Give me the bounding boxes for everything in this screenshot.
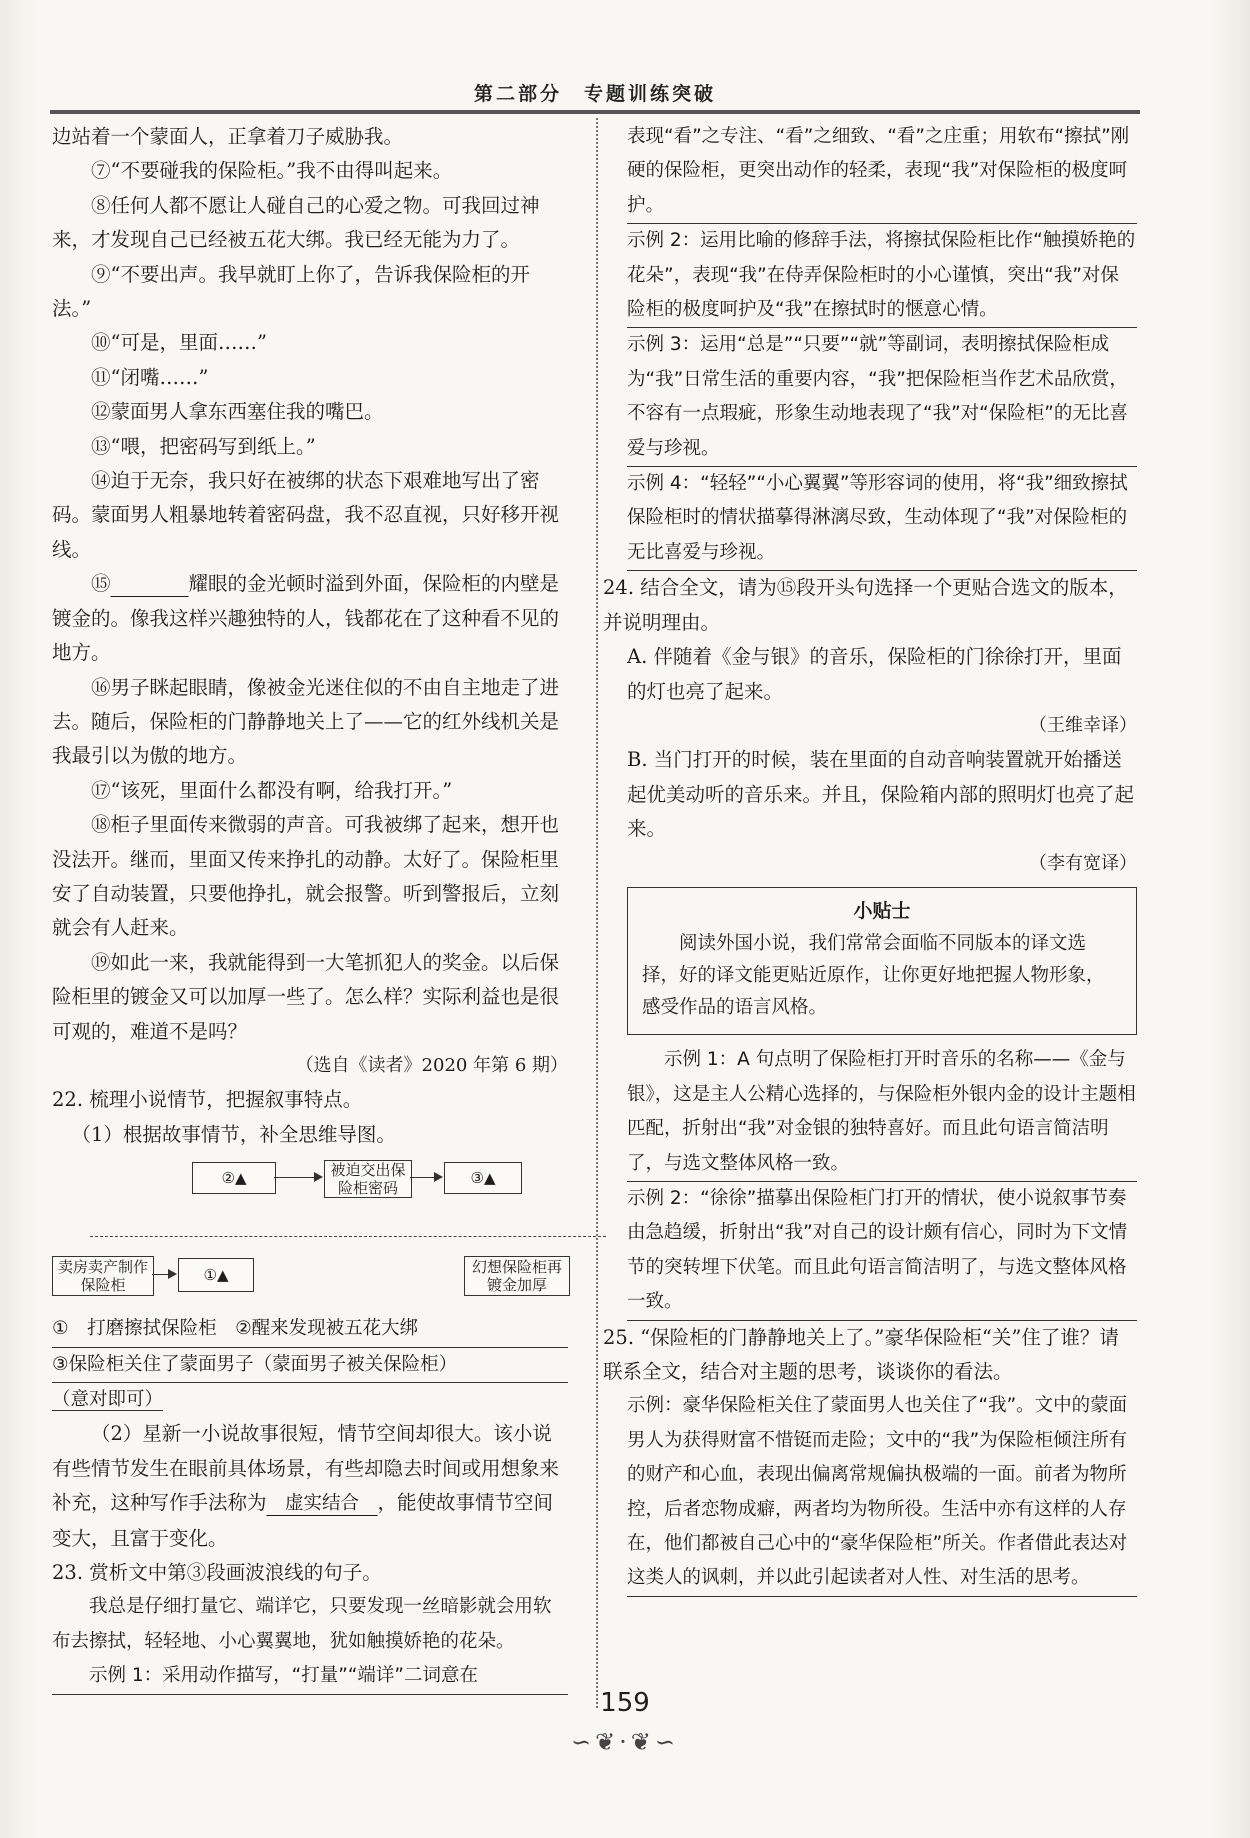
para-11: ⑪“闭嘴……”	[91, 365, 209, 389]
para-8: ⑧任何人都不愿让人碰自己的心爱之物。可我回过神来，才发现自己已经被五花大绑。我已经无能为力了。	[52, 193, 540, 252]
left-column	[52, 120, 568, 1695]
mindmap-node-start: 卖房卖产制作保险柜	[52, 1256, 154, 1296]
answer-24-example-1: 示例 1：A 句点明了保险柜打开时音乐的名称——《金与银》，这是主人公精心选择的，与保险柜外银内金的设计主题相匹配，折射出“我”对金银的独特喜好。而且此句语言简洁明了，与选文整体风格一致。	[627, 1043, 1137, 1182]
question-22: 22. 梳理小说情节，把握叙事特点。	[52, 1088, 363, 1112]
fill-blank[interactable]	[111, 572, 189, 595]
para-9: ⑨“不要出声。我早就盯上你了，告诉我保险柜的开法。”	[52, 262, 530, 321]
option-a-translator: （王维幸译）	[1029, 714, 1137, 736]
option-a: A. 伴随着《金与银》的音乐，保险柜的门徐徐打开，里面的灯也亮了起来。	[627, 645, 1122, 703]
answer-22-1-line2: ③保险柜关住了蒙面男子（蒙面男子被关保险柜）	[52, 1348, 568, 1383]
arrow-head	[434, 1172, 443, 1182]
para-19: ⑲如此一来，我就能得到一大笔抓犯人的奖金。以后保险柜里的镀金又可以加厚一些了。怎么样？实际利益也是很可观的，难道不是吗？	[52, 950, 560, 1043]
source-citation: （选自《读者》2020 年第 6 期）	[295, 1054, 568, 1076]
mindmap-node-2: ②▲	[192, 1162, 276, 1194]
question-22-2: （2）星新一小说故事很短，情节空间却很大。该小说有些情节发生在眼前具体场景，有些却隐去时间或用想象来补充，这种写作手法称为 虚实结合 ，能使故事情节空间变大，且富于变化。	[52, 1422, 560, 1550]
column-divider	[596, 118, 598, 1708]
question-24: 24. 结合全文，请为⑮段开头句选择一个更贴合选文的版本，并说明理由。	[603, 576, 1128, 634]
para-12: ⑫蒙面男人拿东西塞住我的嘴巴。	[91, 400, 384, 424]
arrow-head	[314, 1172, 323, 1182]
para-15: ⑮ 耀眼的金光顿时溢到外面，保险柜的内壁是镀金的。像我这样兴趣独特的人，钱都花在了这种看不见的地方。	[52, 572, 560, 665]
answer-23-example-2: 示例 2：运用比喻的修辞手法，将擦拭保险柜比作“触摸娇艳的花朵”，表现“我”在侍弄保险柜时的小心谨慎，突出“我”对保险柜的极度呵护及“我”在擦拭时的惬意心情。	[627, 224, 1137, 328]
question-23-quote: 我总是仔细打量它、端详它，只要发现一丝暗影就会用软布去擦拭，轻轻地、小心翼翼地，犹如触摸娇艳的花朵。	[52, 1596, 552, 1652]
tips-body: 阅读外国小说，我们常常会面临不同版本的译文选择，好的译文能更贴近原作，让你更好地把握人物形象，感受作品的语言风格。	[642, 933, 1105, 1019]
option-b-translator: （李有宽译）	[1029, 852, 1137, 874]
tips-title: 小贴士	[853, 899, 911, 922]
para-10: ⑩“可是，里面……”	[91, 331, 267, 355]
para-14: ⑭迫于无奈，我只好在被绑的状态下艰难地写出了密码。蒙面男人粗暴地转着密码盘，我不忍直视，只好移开视线。	[52, 469, 560, 561]
header-title: 第二部分 专题训练突破	[473, 82, 716, 105]
para-7: ⑦“不要碰我的保险柜。”我不由得叫起来。	[91, 159, 453, 183]
option-b: B. 当门打开的时候，装在里面的自动音响装置就开始播送起优美动听的音乐来。并且，保险箱内部的照明灯也亮了起来。	[627, 748, 1135, 841]
mind-map	[52, 1156, 568, 1306]
arrow-head	[168, 1269, 177, 1279]
answer-25: 示例：豪华保险柜关住了蒙面男人也关住了“我”。文中的蒙面男人为获得财富不惜铤而走险；文中的“我”为保险柜倾注所有的财产和心血，表现出偏离常规偏执极端的一面。前者为物所控，后者恋物成癖，两者均为物所役。生活中亦有这样的人存在，他们都被自己心中的“豪华保险柜”所关。作者借此表达对这类人的讽刺，并以此引起读者对人性、对生活的思考。	[627, 1389, 1137, 1596]
page-number: 159	[600, 1688, 650, 1718]
mindmap-node-1: ①▲	[178, 1258, 254, 1292]
para-18: ⑱柜子里面传来微弱的声音。可我被绑了起来，想开也没法开。继而，里面又传来挣扎的动静。太好了。保险柜里安了自动装置，只要他挣扎，就会报警。听到警报后，立刻就会有人赶来。	[52, 813, 560, 940]
question-25: 25. “保险柜的门静静地关上了。”豪华保险柜“关”住了谁？请联系全文，结合对主题的思考，谈谈你的看法。	[603, 1325, 1119, 1383]
para-13: ⑬“喂，把密码写到纸上。”	[91, 434, 316, 458]
mindmap-node-end: 幻想保险柜再镀金加厚	[464, 1256, 570, 1296]
para-0: 边站着一个蒙面人，正拿着刀子威胁我。	[52, 125, 404, 148]
arrow	[274, 1177, 318, 1178]
answer-23-example-1-start: 示例 1：采用动作描写，“打量”“端详”二词意在	[52, 1659, 568, 1694]
para-17: ⑰“该死，里面什么都没有啊，给我打开。”	[91, 778, 453, 802]
answer-22-1-line3: （意对即可）	[52, 1389, 164, 1410]
mindmap-node-password: 被迫交出保险柜密码	[324, 1160, 412, 1198]
answer-23-example-3: 示例 3：运用“总是”“只要”“就”等副词，表明擦拭保险柜成为“我”日常生活的重要内容，“我”把保险柜当作艺术品欣赏，不容有一点瑕疵，形象生动地表现了“我”对“保险柜”的无比喜爱与珍视。	[627, 328, 1137, 467]
running-header	[50, 74, 1140, 114]
question-22-1: （1）根据故事情节，补全思维导图。	[71, 1122, 396, 1146]
answer-22-1-line1: ① 打磨擦拭保险柜 ②醒来发现被五花大绑	[52, 1312, 568, 1347]
question-23: 23. 赏析文中第③段画波浪线的句子。	[52, 1561, 382, 1585]
decorative-ornament-icon: ∽❦·❦∽	[570, 1728, 680, 1756]
tips-box	[627, 887, 1137, 1035]
answer-23-example-4: 示例 4：“轻轻”“小心翼翼”等形容词的使用，将“我”细致擦拭保险柜时的情状描摹得淋漓尽致，生动体现了“我”对保险柜的无比喜爱与珍视。	[627, 467, 1137, 571]
dashed-timeline	[90, 1236, 606, 1237]
para-16: ⑯男子眯起眼睛，像被金光迷住似的不由自主地走了进去。随后，保险柜的门静静地关上了——它的红外线机关是我最引以为傲的地方。	[52, 675, 560, 768]
right-column	[603, 120, 1137, 1597]
answer-24-example-2: 示例 2：“徐徐”描摹出保险柜门打开的情状，使小说叙事节奏由急趋缓，折射出“我”对自己的设计颇有信心，同时为下文情节的突转埋下伏笔。而且此句语言简洁明了，与选文整体风格一致。	[627, 1182, 1137, 1321]
answer-23-example-1: 表现“看”之专注、“看”之细致、“看”之庄重；用软布“擦拭”刚硬的保险柜，更突出动作的轻柔，表现“我”对保险柜的极度呵护。	[627, 120, 1137, 224]
mindmap-node-3: ③▲	[444, 1162, 522, 1194]
